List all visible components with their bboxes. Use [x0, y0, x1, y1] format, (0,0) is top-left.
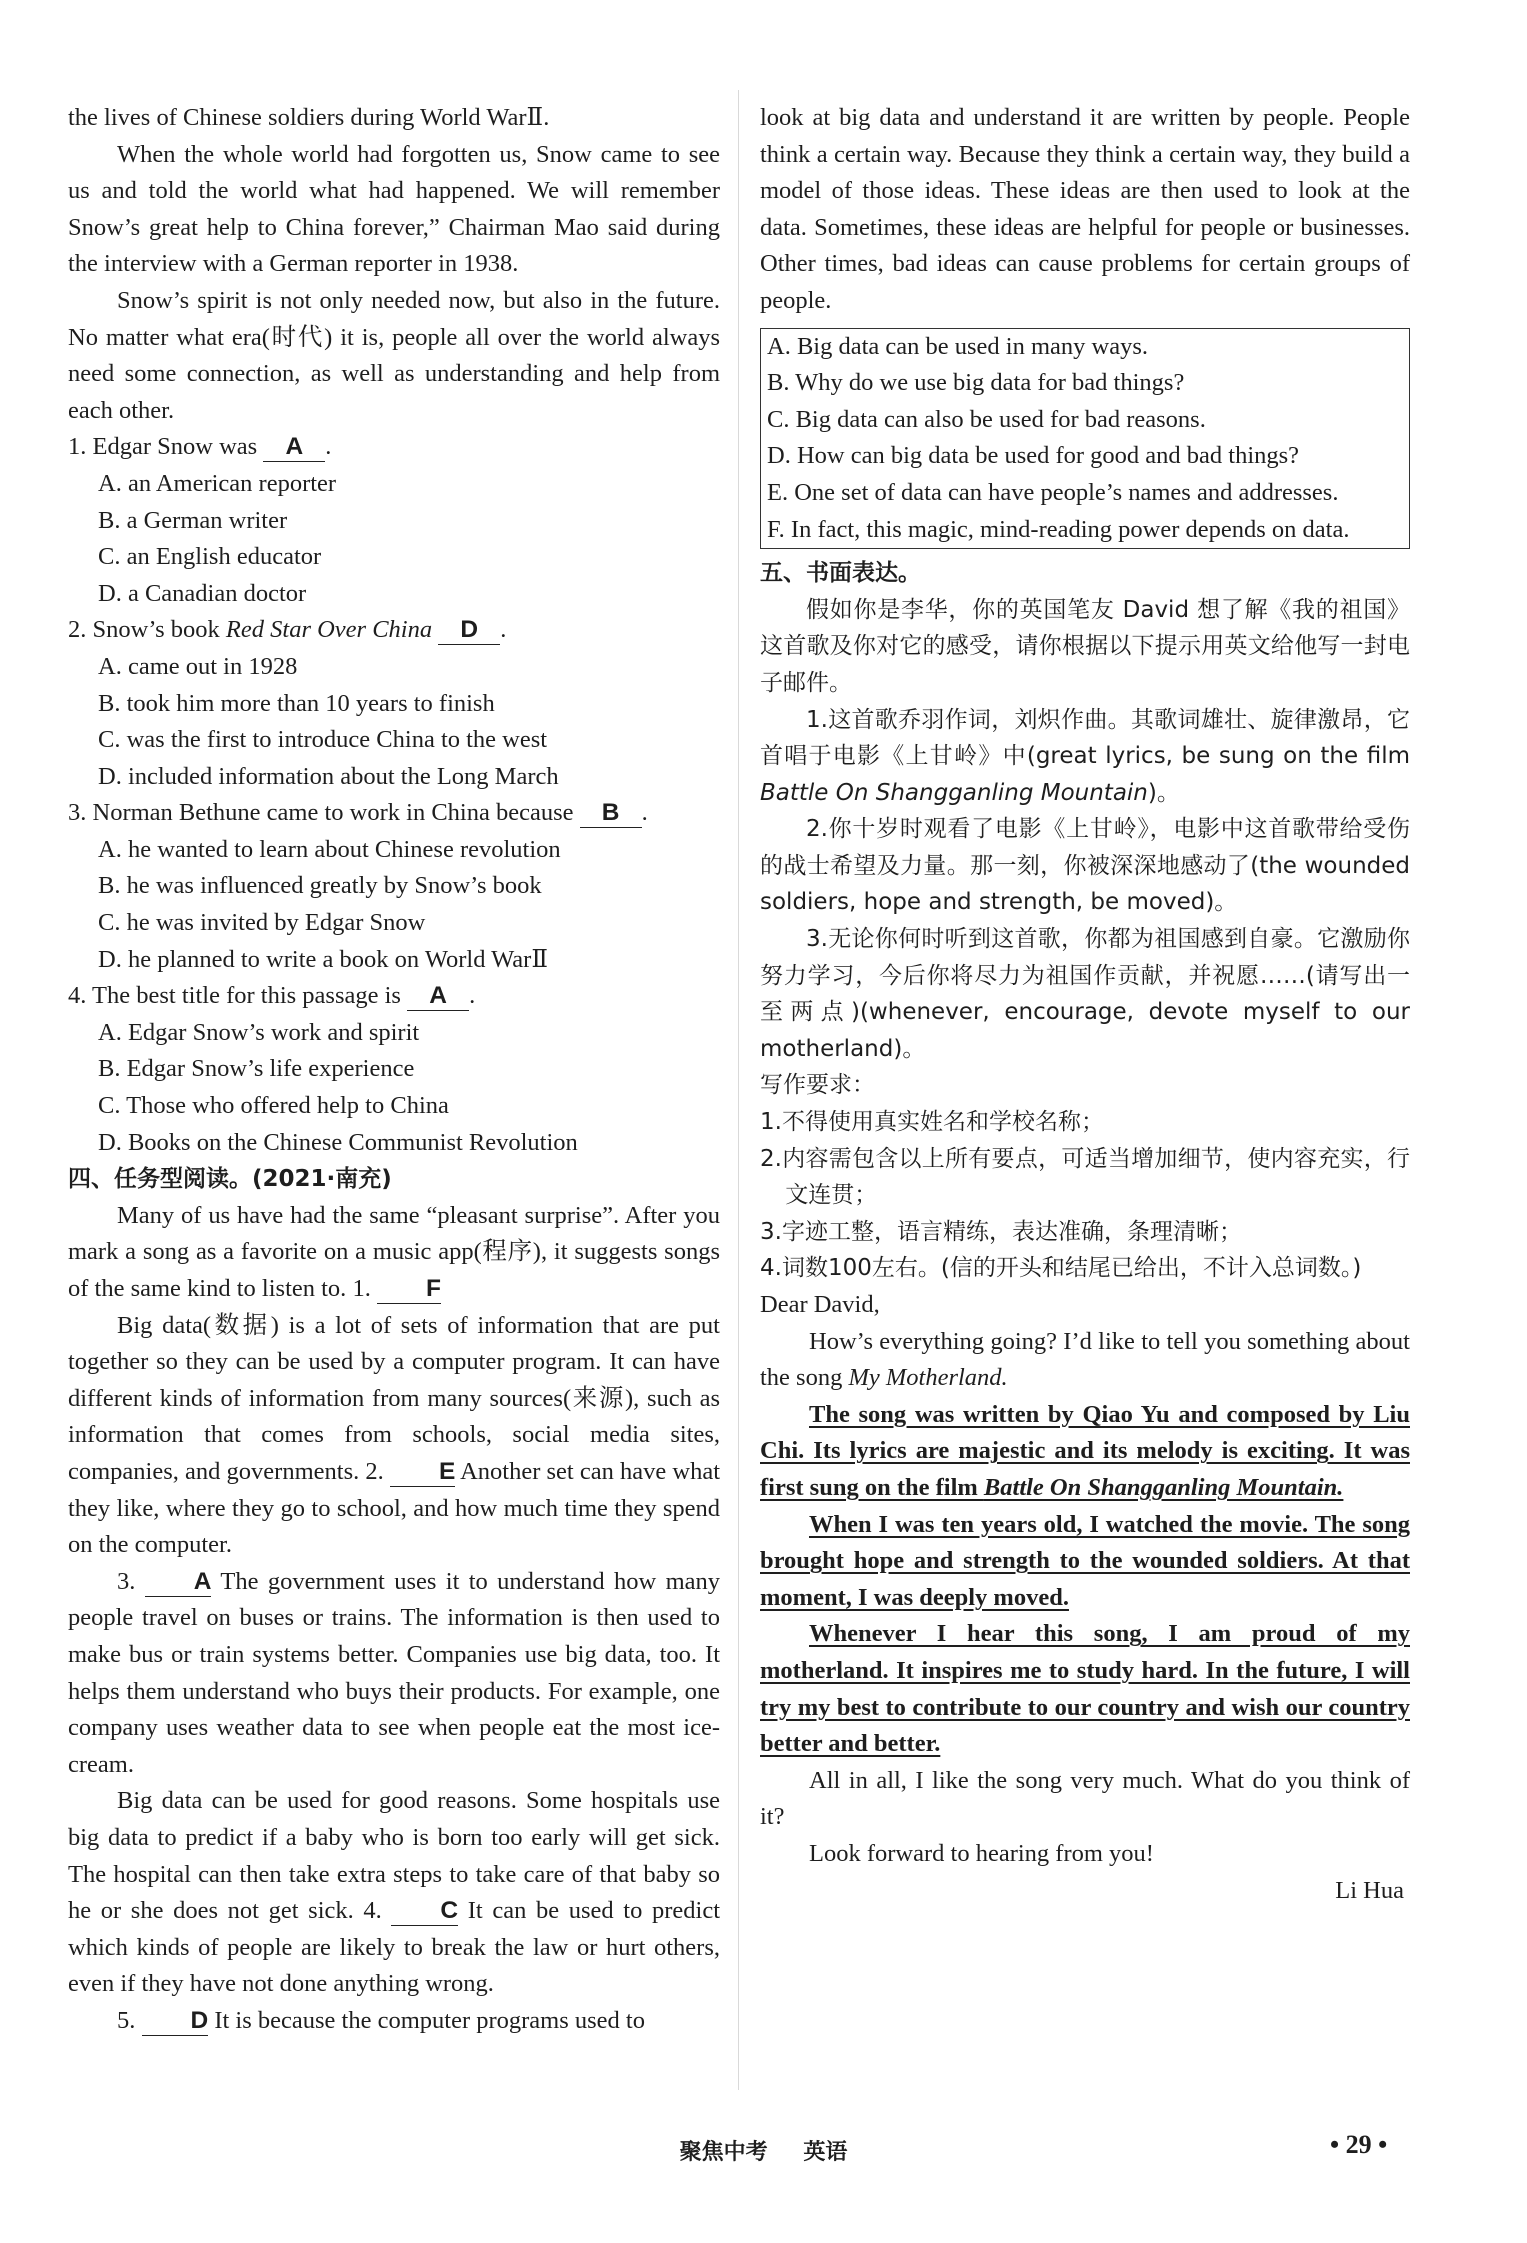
right-column	[760, 100, 1410, 1909]
passage-paragraph: Snow’s spirit is not only needed now, but also in the future. No matter what era(时代) it is, people all over the world always need some connection, as well as understanding and help from each other.	[68, 286, 720, 424]
question-4: 4. The best title for this passage is A . A. Edgar Snow’s work and spirit B. Edgar Snow’s life experience C. Those who offered help to China D. Books on the Chinese Communist Revolution	[68, 978, 720, 1161]
book-title: Red Star Over China	[225, 616, 433, 644]
option: B. a German writer	[98, 506, 288, 534]
option: A. Edgar Snow’s work and spirit	[98, 1018, 420, 1046]
box-option: C. Big data can also be used for bad reasons.	[767, 405, 1206, 433]
option: B. took him more than 10 years to finish	[98, 689, 495, 717]
passage-paragraph: Big data(数据) is a lot of sets of information that are put together so they can be used by a computer program. It can have different kinds of information from many sources(来源), such as information that comes from schools, social media sites, companies, and governments. 2. E Another set can have what they like, where they go to school, and how much time they spend on the computer.	[68, 1311, 721, 1559]
option: D. included information about the Long March	[98, 762, 559, 790]
section-heading: 五、书面表达。	[760, 560, 921, 587]
writing-hint: 3.无论你何时听到这首歌，你都为祖国感到自豪。它激励你努力学习，今后你将尽力为祖国作贡献，并祝愿……(请写出一至两点)(whenever, encourage, devote myself to our motherland)。	[760, 926, 1410, 1062]
answer-blank: B	[580, 799, 642, 828]
passage-paragraph: the lives of Chinese soldiers during World WarⅡ.	[68, 104, 550, 131]
question-text: 2. Snow’s book	[68, 616, 226, 644]
essay-answer: The song was written by Qiao Yu and composed by Liu Chi. Its lyrics are majestic and its melody is exciting. It was first sung on the film Battle On Shangganling Mountain.	[760, 1400, 1410, 1501]
book-name: 聚焦中考	[679, 2140, 768, 2165]
answer-blank: C	[391, 1897, 458, 1926]
option: A. an American reporter	[98, 469, 337, 497]
option: C. an English educator	[98, 543, 322, 571]
passage-paragraph: look at big data and understand it are written by people. People think a certain way. Because they think a certain way, they build a model of those ideas. These ideas are then used to look at the data. Sometimes, these ideas are helpful for people or businesses. Other times, bad ideas can cause problems for certain groups of people.	[760, 104, 1410, 314]
answer-blank: A	[263, 433, 325, 462]
blank-number: 4.	[363, 1897, 382, 1925]
passage-paragraph: Big data can be used for good reasons. Some hospitals use big data to predict if a baby who is born too early will get sick. The hospital can then take extra steps to take care of that baby so he or she does not get sick. 4. C It can be used to predict which kinds of people are likely to break the law or hurt others, even if they have not done anything wrong.	[68, 1787, 721, 1998]
letter-opening: How’s everything going? I’d like to tell you something about the song My Motherland.	[760, 1327, 1410, 1392]
essay-answer: Whenever I hear this song, I am proud of my motherland. It inspires me to study hard. In the future, I will try my best to contribute to our country and wish our country better and better.	[760, 1620, 1410, 1758]
requirements-title: 写作要求：	[760, 1072, 875, 1099]
box-option: F. In fact, this magic, mind-reading power depends on data.	[767, 515, 1350, 543]
left-column	[68, 100, 720, 2039]
passage-paragraph: 3. A The government uses it to understand how many people travel on buses or trains. The information is then used to make bus or train systems better. Companies use big data, too. It helps them understand who buys their products. For example, one company uses weather data to see when people eat the most ice-cream.	[68, 1567, 721, 1778]
section-heading: 四、任务型阅读。(2021·南充)	[68, 1166, 392, 1193]
option: A. came out in 1928	[98, 652, 298, 680]
subject-name: 英语	[803, 2140, 848, 2165]
essay-answer: When I was ten years old, I watched the movie. The song brought hope and strength to the wounded soldiers. At that moment, I was deeply moved.	[760, 1510, 1410, 1611]
question-text: 4. The best title for this passage is	[68, 982, 401, 1010]
option: C. was the first to introduce China to the west	[98, 726, 548, 754]
answer-blank: D	[438, 616, 500, 645]
question-2: 2. Snow’s book Red Star Over China D . A. came out in 1928 B. took him more than 10 years to finish C. was the first to introduce China to the west D. included information about the Long March	[68, 612, 720, 795]
requirement-item: 4.词数100左右。(信的开头和结尾已给出，不计入总词数。)	[760, 1255, 1362, 1282]
option: D. a Canadian doctor	[98, 579, 307, 607]
box-option: E. One set of data can have people’s names and addresses.	[767, 478, 1339, 506]
requirement-item: 2.内容需包含以上所有要点，可适当增加细节，使内容充实，行文连贯；	[760, 1145, 1410, 1209]
answer-blank: F	[377, 1275, 441, 1304]
option: D. Books on the Chinese Communist Revolution	[98, 1128, 578, 1156]
writing-hint: 1.这首歌乔羽作词，刘炽作曲。其歌词雄壮、旋律激昂，它首唱于电影《上甘岭》中(great lyrics, be sung on the film Battle On Shangganling Mountain)。	[760, 706, 1410, 806]
page-number: • 29 •	[1330, 2130, 1388, 2159]
option: A. he wanted to learn about Chinese revolution	[98, 835, 561, 863]
question-3: 3. Norman Bethune came to work in China because B . A. he wanted to learn about Chinese revolution B. he was influenced greatly by Snow’s book C. he was invited by Edgar Snow D. he planned to write a book on World WarⅡ	[68, 795, 720, 978]
option: D. he planned to write a book on World WarⅡ	[98, 945, 548, 973]
blank-number: 5.	[117, 2006, 136, 2034]
answer-blank: A	[407, 982, 469, 1011]
answer-blank: D	[142, 2007, 209, 2036]
letter-closing: Look forward to hearing from you!	[809, 1839, 1154, 1867]
requirement-item: 3.字迹工整，语言精练，表达准确，条理清晰；	[760, 1218, 1242, 1245]
song-title: My Motherland.	[848, 1364, 1008, 1392]
box-option: B. Why do we use big data for bad things?	[767, 369, 1185, 397]
box-option: A. Big data can be used in many ways.	[767, 332, 1149, 360]
page-footer	[0, 2135, 1527, 2166]
option: B. Edgar Snow’s life experience	[98, 1055, 415, 1083]
letter-closing: All in all, I like the song very much. What do you think of it?	[760, 1766, 1410, 1831]
blank-number: 3.	[117, 1567, 136, 1595]
option: B. he was influenced greatly by Snow’s book	[98, 872, 542, 900]
option: C. Those who offered help to China	[98, 1092, 449, 1120]
answer-blank: E	[390, 1458, 455, 1487]
letter-greeting: Dear David,	[760, 1291, 880, 1318]
passage-paragraph: Many of us have had the same “pleasant surprise”. After you mark a song as a favorite on a music app(程序), it suggests songs of the same kind to listen to. 1. F	[68, 1201, 720, 1302]
blank-number: 2.	[365, 1457, 384, 1485]
question-text: 3. Norman Bethune came to work in China because	[68, 799, 574, 827]
option: C. he was invited by Edgar Snow	[98, 909, 426, 937]
passage-paragraph: When the whole world had forgotten us, Snow came to see us and told the world what had happened. We will remember Snow’s great help to China forever,” Chairman Mao said during the interview with a German reporter in 1938.	[68, 140, 720, 278]
options-box	[760, 328, 1410, 550]
writing-task: 假如你是李华，你的英国笔友 David 想了解《我的祖国》这首歌及你对它的感受，请你根据以下提示用英文给他写一封电子邮件。	[760, 596, 1410, 696]
signature: Li Hua	[1335, 1876, 1404, 1904]
requirement-item: 1.不得使用真实姓名和学校名称；	[760, 1109, 1104, 1136]
film-title: Battle On Shangganling Mountain	[760, 779, 1148, 806]
blank-number: 1.	[352, 1275, 371, 1302]
answer-blank: A	[145, 1568, 212, 1597]
film-title: Battle On Shangganling Mountain.	[983, 1473, 1344, 1501]
box-option: D. How can big data be used for good and bad things?	[767, 442, 1300, 470]
question-text: 1. Edgar Snow was	[68, 433, 258, 461]
question-1: 1. Edgar Snow was A . A. an American reporter B. a German writer C. an English educator D. a Canadian doctor	[68, 429, 720, 612]
writing-hint: 2.你十岁时观看了电影《上甘岭》，电影中这首歌带给受伤的战士希望及力量。那一刻，你被深深地感动了(the wounded soldiers, hope and strength, be moved)。	[760, 816, 1410, 916]
column-divider	[738, 90, 739, 2090]
passage-paragraph: 5. D It is because the computer programs used to	[117, 2006, 645, 2034]
